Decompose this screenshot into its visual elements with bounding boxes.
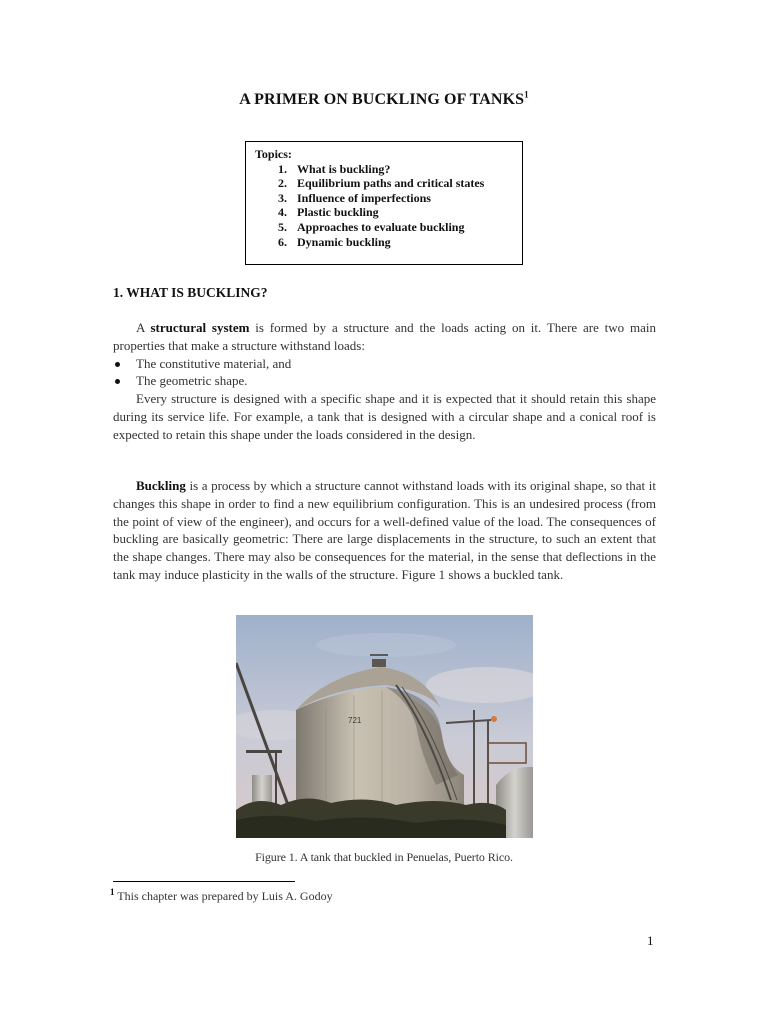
topic-label: Approaches to evaluate buckling <box>297 219 465 234</box>
topic-label: Influence of imperfections <box>297 190 431 205</box>
footnote-mark: 1 <box>110 887 115 897</box>
buckled-tank-photo <box>236 615 533 838</box>
topic-label: What is buckling? <box>297 161 391 176</box>
title-text: A PRIMER ON BUCKLING OF TANKS <box>239 91 525 108</box>
paragraph-buckling <box>113 477 656 584</box>
topic-item <box>255 220 522 235</box>
topic-number: 3. <box>278 190 287 205</box>
figure-caption: Figure 1. A tank that buckled in Penuelas, Puerto Rico. <box>255 850 513 864</box>
footnote <box>110 887 333 904</box>
term-buckling: Buckling <box>136 478 186 493</box>
topic-item <box>255 235 522 250</box>
section-heading: 1. WHAT IS BUCKLING? <box>113 285 268 300</box>
title-footnote-mark[interactable]: 1 <box>524 89 529 100</box>
topic-item <box>255 162 522 177</box>
term-structural-system: structural system <box>150 320 250 335</box>
bullet-item <box>113 372 656 390</box>
footnote-divider <box>113 881 295 882</box>
topic-number: 6. <box>278 234 287 249</box>
topic-item <box>255 176 522 191</box>
tank-number-label: 721 <box>348 716 362 725</box>
topic-item <box>255 191 522 206</box>
topic-number: 5. <box>278 219 287 234</box>
text-run: A <box>136 320 151 335</box>
paragraph-text: Every structure is designed with a specific shape and it is expected that it should retain this shape during its service life. For example, a tank that is designed with a circular shape and a conical roof is expected to retain this shape under the loads considered in the design. <box>113 391 656 442</box>
text-run: is formed by a structure and the loads acting on it. There are two main properties that make a structure withstand loads: <box>113 320 656 353</box>
page-title <box>0 91 768 109</box>
bullet-text: The geometric shape. <box>136 373 248 389</box>
topic-number: 4. <box>278 205 287 220</box>
paragraph-text <box>113 319 656 355</box>
topic-label: Equilibrium paths and critical states <box>297 176 485 191</box>
topics-box <box>245 141 523 265</box>
topic-label: Plastic buckling <box>297 205 379 220</box>
topic-number: 1. <box>278 161 287 176</box>
bullet-text: The constitutive material, and <box>136 355 292 371</box>
text-run: is a process by which a structure cannot withstand loads with its original shape, so that it changes this shape in order to find a new equilibrium configuration. This is an undesired process (from the point of view of the engineer), and occurs for a well-defined value of the load. The consequences of buckling are basically geometric: There are large displacements in the structure, to such an extent that the shape changes. There may also be consequences for the material, in the sense that deflections in the tank may induce plasticity in the walls of the structure. Figure 1 shows a buckled tank. <box>113 478 656 582</box>
topic-label: Dynamic buckling <box>297 234 391 249</box>
bullet-list <box>113 355 656 391</box>
bullet-icon <box>115 379 120 384</box>
topics-list <box>255 162 522 250</box>
footnote-text: This chapter was prepared by Luis A. Godoy <box>117 889 333 903</box>
page-number: 1 <box>647 933 654 948</box>
topic-item <box>255 205 522 220</box>
paragraph-text <box>113 477 656 584</box>
paragraph-structural-system <box>113 319 656 444</box>
bullet-icon <box>115 362 120 367</box>
topics-heading: Topics: <box>255 147 292 161</box>
topic-number: 2. <box>278 176 287 191</box>
bullet-item <box>113 355 656 373</box>
